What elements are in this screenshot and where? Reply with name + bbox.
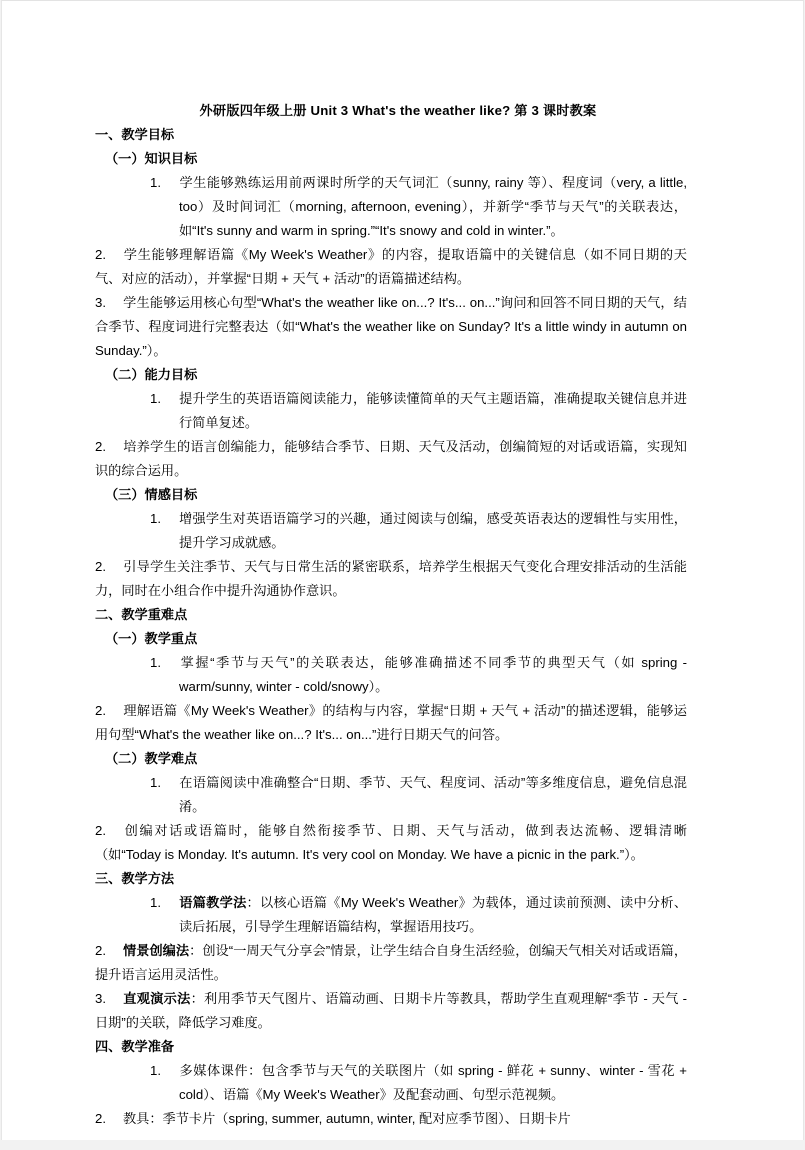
section-heading-3: 三、教学方法 <box>95 871 175 886</box>
list-marker: 2. <box>95 247 106 262</box>
section-heading-4: 四、教学准备 <box>95 1039 175 1054</box>
list-item <box>95 819 687 867</box>
list-item-text: 学生能够熟练运用前两课时所学的天气词汇（sunny, rainy 等）、程度词（very, a little, too）及时间词汇（morning, afternoon, evening），并新学“季节与天气”的关联表达，如“It's sunny and warm in spring.”“It's snowy and cold in winter.”。 <box>179 175 687 238</box>
list-marker: 1. <box>150 391 161 406</box>
section-heading-1: 一、教学目标 <box>95 127 175 142</box>
list-item-text: ：以核心语篇《My Week's Weather》为载体，通过读前预测、读中分析、读后拓展，引导学生理解语篇结构，掌握语用技巧。 <box>179 895 688 934</box>
list-marker: 2. <box>95 559 106 574</box>
list-marker: 2. <box>95 823 106 838</box>
list-item <box>95 1059 687 1107</box>
list-item-text: ：利用季节天气图片、语篇动画、日期卡片等教具，帮助学生直观理解“季节 - 天气 - 日期”的关联，降低学习难度。 <box>95 991 688 1030</box>
list-item-text: 创编对话或语篇时，能够自然衔接季节、日期、天气与活动，做到表达流畅、逻辑清晰（如“Today is Monday. It's autumn. It's very cool on Monday. We have a picnic in the park.”）。 <box>95 823 687 862</box>
list-item <box>95 699 687 747</box>
list-item-text: 培养学生的语言创编能力，能够结合季节、日期、天气及活动，创编简短的对话或语篇，实现知识的综合运用。 <box>95 439 687 478</box>
list-marker: 1. <box>150 775 161 790</box>
list-item-text: 教具：季节卡片（spring, summer, autumn, winter, 配对应季节图）、日期卡片 <box>123 1111 571 1126</box>
subsection-heading-2-2: （二）教学难点 <box>105 751 198 766</box>
list-item-text: 引导学生关注季节、天气与日常生活的紧密联系，培养学生根据天气变化合理安排活动的生活能力，同时在小组合作中提升沟通协作意识。 <box>95 559 687 598</box>
list-marker: 2. <box>95 943 106 958</box>
document-page <box>1 0 804 1140</box>
list-item-text: 学生能够理解语篇《My Week's Weather》的内容，提取语篇中的关键信息（如不同日期的天气、对应的活动），并掌握“日期 + 天气 + 活动”的语篇描述结构。 <box>95 247 687 286</box>
list-item-label: 直观演示法 <box>123 991 191 1006</box>
list-marker: 3. <box>95 991 106 1006</box>
list-item <box>95 555 687 603</box>
list-item-text: 理解语篇《My Week's Weather》的结构与内容，掌握“日期 + 天气 + 活动”的描述逻辑，能够运用句型“What's the weather like on...? It's... on...”进行日期天气的问答。 <box>95 703 687 742</box>
section-heading-2: 二、教学重难点 <box>95 607 188 622</box>
list-item <box>95 891 687 939</box>
list-item <box>95 939 687 987</box>
subsection-heading-1-2: （二）能力目标 <box>105 367 198 382</box>
page-bottom-edge <box>0 1140 805 1150</box>
list-item-text: ：创设“一周天气分享会”情景，让学生结合自身生活经验，创编天气相关对话或语篇，提升语言运用灵活性。 <box>95 943 688 982</box>
list-item <box>95 387 687 435</box>
list-item <box>95 987 687 1035</box>
list-marker: 3. <box>95 295 106 310</box>
list-item <box>95 771 687 819</box>
list-marker: 1. <box>150 1063 161 1078</box>
subsection-heading-1-1: （一）知识目标 <box>105 151 198 166</box>
list-item-text: 在语篇阅读中准确整合“日期、季节、天气、程度词、活动”等多维度信息，避免信息混淆。 <box>179 775 687 814</box>
list-item <box>95 291 687 363</box>
list-item <box>95 171 687 243</box>
list-marker: 1. <box>150 895 161 910</box>
document-content <box>95 99 687 1131</box>
list-marker: 1. <box>150 511 161 526</box>
list-item <box>95 651 687 699</box>
list-item <box>95 435 687 483</box>
list-item-text: 学生能够运用核心句型“What's the weather like on...? It's... on...”询问和回答不同日期的天气，结合季节、程度词进行完整表达（如“What's the weather like on Sunday? It's a little windy in autumn on Sunday.”）。 <box>95 295 687 358</box>
list-item-text: 提升学生的英语语篇阅读能力，能够读懂简单的天气主题语篇，准确提取关键信息并进行简单复述。 <box>179 391 687 430</box>
document-title: 外研版四年级上册 Unit 3 What's the weather like? 第 3 课时教案 <box>199 103 597 118</box>
list-item <box>95 243 687 291</box>
list-item-text: 掌握“季节与天气”的关联表达，能够准确描述不同季节的典型天气（如 spring - warm/sunny, winter - cold/snowy）。 <box>179 655 687 694</box>
list-item <box>95 507 687 555</box>
list-marker: 1. <box>150 655 161 670</box>
list-item-text: 增强学生对英语语篇学习的兴趣，通过阅读与创编，感受英语表达的逻辑性与实用性，提升学习成就感。 <box>179 511 687 550</box>
subsection-heading-1-3: （三）情感目标 <box>105 487 198 502</box>
list-marker: 2. <box>95 1111 106 1126</box>
list-item-label: 语篇教学法 <box>179 895 247 910</box>
list-marker: 2. <box>95 439 106 454</box>
list-marker: 1. <box>150 175 161 190</box>
list-item-label: 情景创编法 <box>123 943 190 958</box>
subsection-heading-2-1: （一）教学重点 <box>105 631 198 646</box>
list-item-text: 多媒体课件：包含季节与天气的关联图片（如 spring - 鲜花 + sunny、winter - 雪花 + cold）、语篇《My Week's Weather》及配套动画、句型示范视频。 <box>179 1063 687 1102</box>
list-item <box>95 1107 687 1131</box>
list-marker: 2. <box>95 703 106 718</box>
